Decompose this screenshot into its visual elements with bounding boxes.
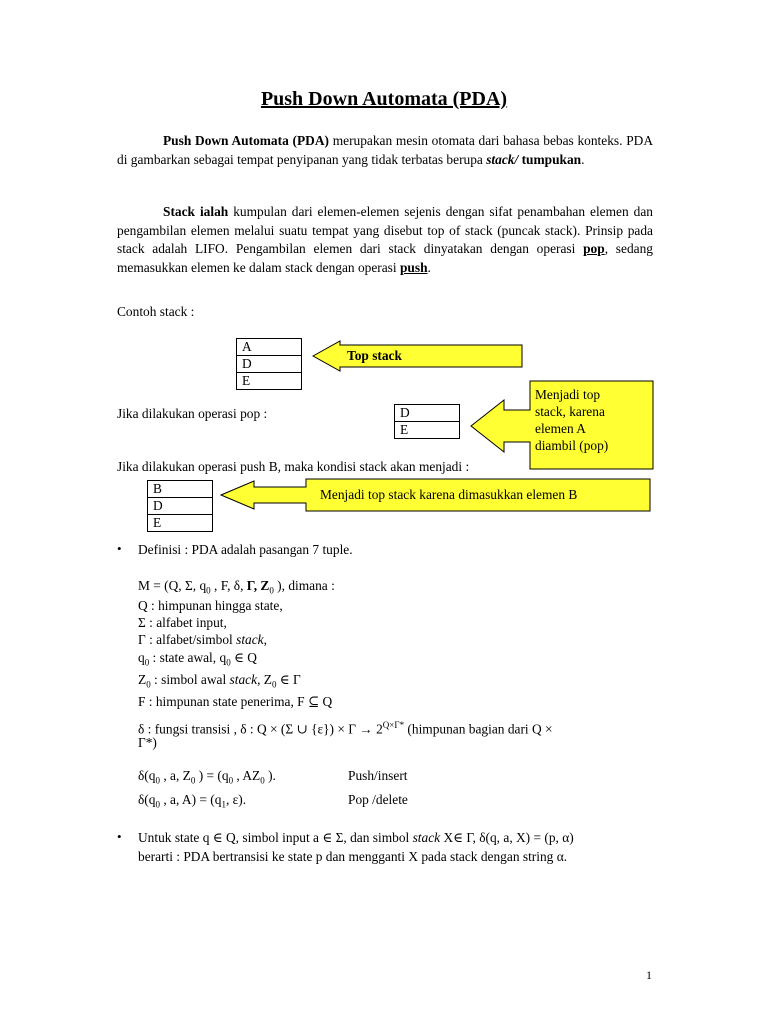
definition-intro: Definisi : PDA adalah pasangan 7 tuple.: [138, 542, 353, 557]
stack-cell: D: [395, 405, 460, 422]
stack-cell: D: [237, 356, 302, 373]
transition-rule-line1: Untuk state q ∈ Q, simbol input a ∈ Σ, dan simbol stack X∈ Γ, δ(q, a, X) = (p, α): [138, 830, 574, 845]
pop-label: Pop /delete: [348, 792, 408, 807]
contoh-label: Contoh stack :: [117, 304, 195, 319]
push-label: Push/insert: [348, 768, 408, 783]
def-delta: δ : fungsi transisi , δ : Q × (Σ ∪ $\{\varepsilon\}) \times \Gamma \to 2^{Q\times\Gamma*}$ (himpunan bagian dari Q ×: [138, 720, 553, 737]
stack-initial: [236, 338, 302, 390]
callout-label-push: Menjadi top stack karena dimasukkan elemen B: [320, 487, 578, 502]
stack-cell: A: [237, 339, 302, 356]
def-z0: $Z_0$ : simbol awal stack, $Z_0$ ∈ Γ: [138, 672, 301, 690]
term-pda: Push Down Automata (PDA): [163, 133, 329, 148]
definition-tuple: M = (Q, Σ, $q_0$ , F, δ, Γ, $Z_0$ ), dimana :: [138, 578, 335, 596]
callout-label-pop: Menjadi top stack, karena elemen A diambil (pop): [535, 387, 609, 453]
page-number: 1: [646, 968, 652, 982]
def-q: Q : himpunan hingga state,: [138, 598, 283, 613]
push-equation: $\delta(q_0$ , a, $Z_0$ ) = ($q_0$ , $AZ_0$ ).: [138, 768, 276, 786]
stack-cell: E: [148, 515, 213, 532]
callout-label-top-stack: Top stack: [347, 348, 402, 363]
term-push: push: [399, 259, 428, 275]
paragraph-stack: Stack ialah kumpulan dari elemen-elemen sejenis dengan sifat penambahan elemen dan pengambilan elemen melalui suatu tempat yang disebut top of stack (puncak stack). Prinsip pada stack adalah LIFO. Pengambilan elemen dari stack dinyatakan dengan operasi pop, sedang memasukkan elemen ke dalam stack dengan operasi push.: [117, 204, 653, 275]
def-sigma: Σ : alfabet input,: [138, 615, 227, 630]
def-f: F : himpunan state penerima, F ⊆ Q: [138, 694, 333, 709]
def-delta-cont: Γ*): [138, 735, 157, 750]
term-pop: pop: [583, 241, 605, 256]
stack-cell: E: [237, 373, 302, 390]
stack-cell: E: [395, 422, 460, 439]
stack-cell: B: [148, 481, 213, 498]
callout-arrow-top-stack: [312, 340, 524, 372]
paragraph-intro: Push Down Automata (PDA) merupakan mesin otomata dari bahasa bebas konteks. PDA di gambarkan sebagai tempat penyipanan yang tidak terbatas berupa stack/ tumpukan.: [117, 133, 653, 167]
push-operation-text: Jika dilakukan operasi push B, maka kondisi stack akan menjadi :: [117, 459, 470, 474]
stack-after-push: [147, 480, 213, 532]
bullet-icon: •: [117, 829, 122, 844]
pop-equation: $\delta(q_0$ , a, $A) = (q_1$, ε).: [138, 792, 247, 810]
term-stack: Stack ialah: [163, 204, 229, 219]
def-gamma: Γ : alfabet/simbol stack,: [138, 632, 267, 647]
page-title: Push Down Automata (PDA): [260, 88, 508, 110]
stack-after-pop: [394, 404, 460, 439]
stack-cell: D: [148, 498, 213, 515]
pop-operation-text: Jika dilakukan operasi pop :: [117, 406, 268, 421]
transition-rule-line2: berarti : PDA bertransisi ke state p dan mengganti X pada stack dengan string α.: [138, 849, 568, 864]
def-q0: $q_0$ : state awal, $q_0$ ∈ Q: [138, 650, 257, 668]
bullet-icon: •: [117, 541, 122, 556]
